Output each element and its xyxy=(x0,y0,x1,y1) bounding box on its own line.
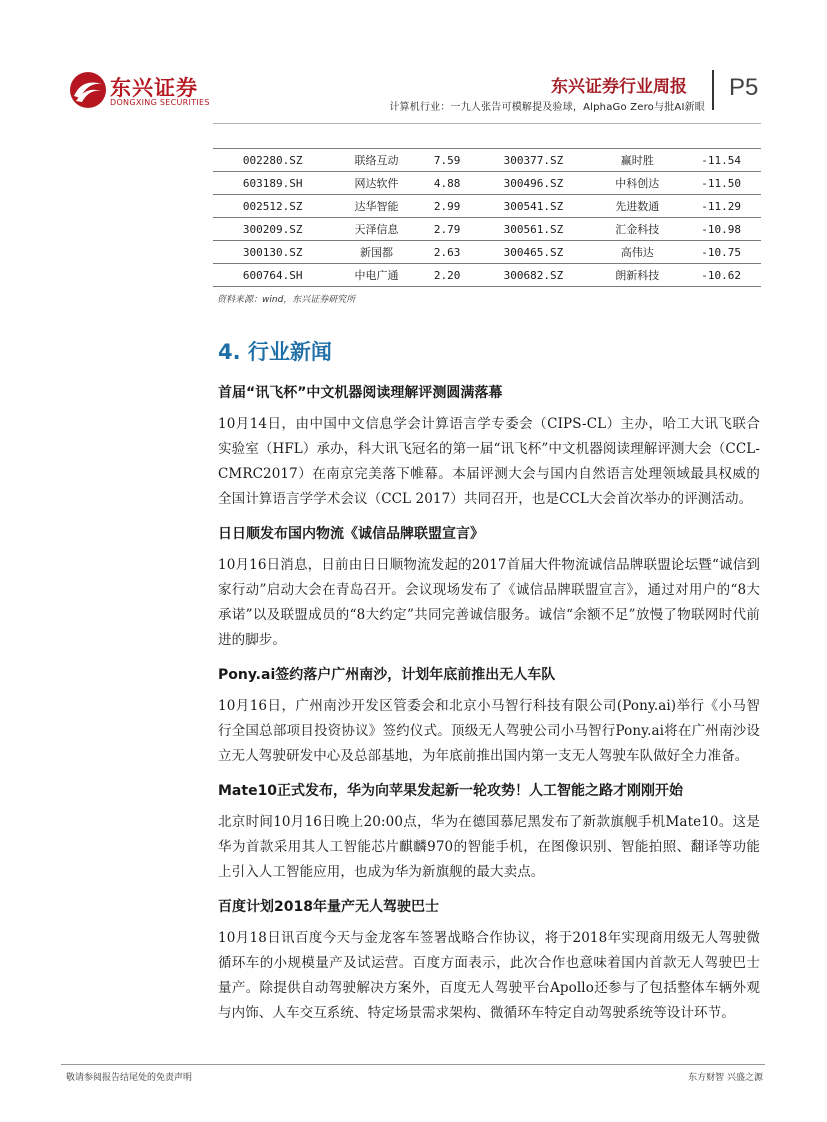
table-cell-down-code: 300465.SZ xyxy=(503,245,564,259)
table-cell-down-change: -11.50 xyxy=(701,176,742,190)
table-row xyxy=(213,149,761,172)
table-cell-down-code: 300377.SZ xyxy=(503,153,564,167)
page-header xyxy=(0,0,827,125)
header-rule xyxy=(213,123,761,124)
logo-emblem-icon xyxy=(68,70,108,110)
header-divider xyxy=(712,70,714,110)
table-cell-down-name: 赢时胜 xyxy=(620,154,654,167)
footer-disclaimer: 敬请参阅报告结尾处的免责声明 xyxy=(66,1073,193,1083)
table-cell-up-name: 联络互动 xyxy=(354,154,399,167)
table-row xyxy=(213,241,761,264)
table-cell-up-change: 7.59 xyxy=(433,153,461,167)
table-cell-up-code: 600764.SH xyxy=(242,268,303,282)
table-cell-up-name: 新国都 xyxy=(360,246,394,259)
article-headline-1: 首届“讯飞杯”中文机器阅读理解评测圆满落幕 xyxy=(218,385,503,401)
table-cell-down-code: 300496.SZ xyxy=(503,176,564,190)
report-subtitle: 计算机行业：一九人张告可模解提及验球，AlphaGo Zero与批AI新眼 xyxy=(389,102,705,113)
table-cell-down-name: 中科创达 xyxy=(615,177,660,190)
logo-text-en: DONGXING SECURITIES xyxy=(110,98,210,107)
table-cell-down-change: -10.75 xyxy=(701,245,742,259)
table-cell-up-name: 网达软件 xyxy=(354,177,399,190)
table-cell-down-change: -10.62 xyxy=(701,268,742,282)
report-title: 东兴证券行业周报 xyxy=(551,77,687,97)
table-row xyxy=(213,195,761,218)
table-cell-down-code: 300541.SZ xyxy=(503,199,564,213)
table-cell-down-name: 汇金科技 xyxy=(615,223,660,236)
page-number: P5 xyxy=(729,74,759,101)
footer-rule xyxy=(61,1064,765,1065)
footer-slogan: 东方财智 兴盛之源 xyxy=(688,1073,763,1083)
article-body-2: 10月16日消息，日前由日日顺物流发起的2017首届大件物流诚信品牌联盟论坛暨“诚信到家行动”启动大会在青岛召开。会议现场发布了《诚信品牌联盟宣言》，通过对用户的“8大承诺”以及联盟成员的“8大约定”共同完善诚信服务。诚信“余额不足”放慢了物联网时代前进的脚步。 xyxy=(218,557,760,648)
table-cell-up-code: 300130.SZ xyxy=(242,245,303,259)
table-cell-down-name: 朗新科技 xyxy=(615,269,660,282)
table-cell-down-name: 先进数通 xyxy=(615,200,660,213)
table-cell-up-code: 603189.SH xyxy=(242,176,303,190)
table-cell-up-name: 天泽信息 xyxy=(354,223,399,236)
table-cell-down-change: -10.98 xyxy=(701,222,742,236)
table-cell-up-name: 中电广通 xyxy=(354,269,399,282)
table-cell-up-change: 4.88 xyxy=(433,176,461,190)
stock-change-table xyxy=(213,148,761,287)
article-body-5: 10月18日讯百度今天与金龙客车签署战略合作协议，将于2018年实现商用级无人驾驶微循环车的小规模量产及试运营。百度方面表示，此次合作也意味着国内首款无人驾驶巴士量产。除提供自动驾驶解决方案外，百度无人驾驶平台Apollo还参与了包括整体车辆外观与内饰、人车交互系统、特定场景需求架构、微循环车特定自动驾驶系统等设计环节。 xyxy=(218,930,760,1021)
table-row xyxy=(213,264,761,287)
table-body xyxy=(213,149,761,287)
article-headline-4: Mate10正式发布，华为向苹果发起新一轮攻势！人工智能之路才刚刚开始 xyxy=(218,783,684,799)
company-logo xyxy=(68,70,218,116)
table-source-note: 资料来源：wind，东兴证券研究所 xyxy=(217,295,356,305)
table-cell-down-code: 300561.SZ xyxy=(503,222,564,236)
table-cell-up-change: 2.20 xyxy=(433,268,461,282)
logo-text-cn: 东兴证券 xyxy=(110,76,198,100)
table-cell-up-code: 002280.SZ xyxy=(242,153,303,167)
table-cell-up-name: 达华智能 xyxy=(354,200,399,213)
table-cell-up-code: 300209.SZ xyxy=(242,222,303,236)
article-body-4: 北京时间10月16日晚上20:00点，华为在德国慕尼黑发布了新款旗舰手机Mate10。这是华为首款采用其人工智能芯片麒麟970的智能手机，在图像识别、智能拍照、翻译等功能上引入人工智能应用，也成为华为新旗舰的最大卖点。 xyxy=(218,814,760,880)
article-body-1: 10月14日，由中国中文信息学会计算语言学专委会（CIPS-CL）主办，哈工大讯飞联合实验室（HFL）承办，科大讯飞冠名的第一届“讯飞杯”中文机器阅读理解评测大会（CCL-CMRC2017）在南京完美落下帷幕。本届评测大会与国内自然语言处理领域最具权威的全国计算语言学学术会议（CCL 2017）共同召开，也是CCL大会首次举办的评测活动。 xyxy=(218,416,760,507)
table-cell-up-change: 2.63 xyxy=(433,245,461,259)
article-body-3: 10月16日，广州南沙开发区管委会和北京小马智行科技有限公司(Pony.ai)举行《小马智行全国总部项目投资协议》签约仪式。顶级无人驾驶公司小马智行Pony.ai将在广州南沙设立无人驾驶研发中心及总部基地，为年底前推出国内第一支无人驾驶车队做好全力准备。 xyxy=(218,698,760,764)
table-cell-up-code: 002512.SZ xyxy=(242,199,303,213)
table-row xyxy=(213,218,761,241)
table-cell-down-change: -11.29 xyxy=(701,199,742,213)
table-cell-down-code: 300682.SZ xyxy=(503,268,564,282)
article-headline-5: 百度计划2018年量产无人驾驶巴士 xyxy=(218,899,439,915)
table-cell-down-change: -11.54 xyxy=(701,153,742,167)
table-cell-up-change: 2.99 xyxy=(433,199,461,213)
news-content xyxy=(218,380,760,1035)
article-headline-3: Pony.ai签约落户广州南沙，计划年底前推出无人车队 xyxy=(218,667,556,683)
section-title: 4. 行业新闻 xyxy=(218,340,332,364)
table-cell-down-name: 高伟达 xyxy=(620,246,654,259)
article-headline-2: 日日顺发布国内物流《诚信品牌联盟宣言》 xyxy=(218,526,484,542)
table-row xyxy=(213,172,761,195)
table-cell-up-change: 2.79 xyxy=(433,222,461,236)
